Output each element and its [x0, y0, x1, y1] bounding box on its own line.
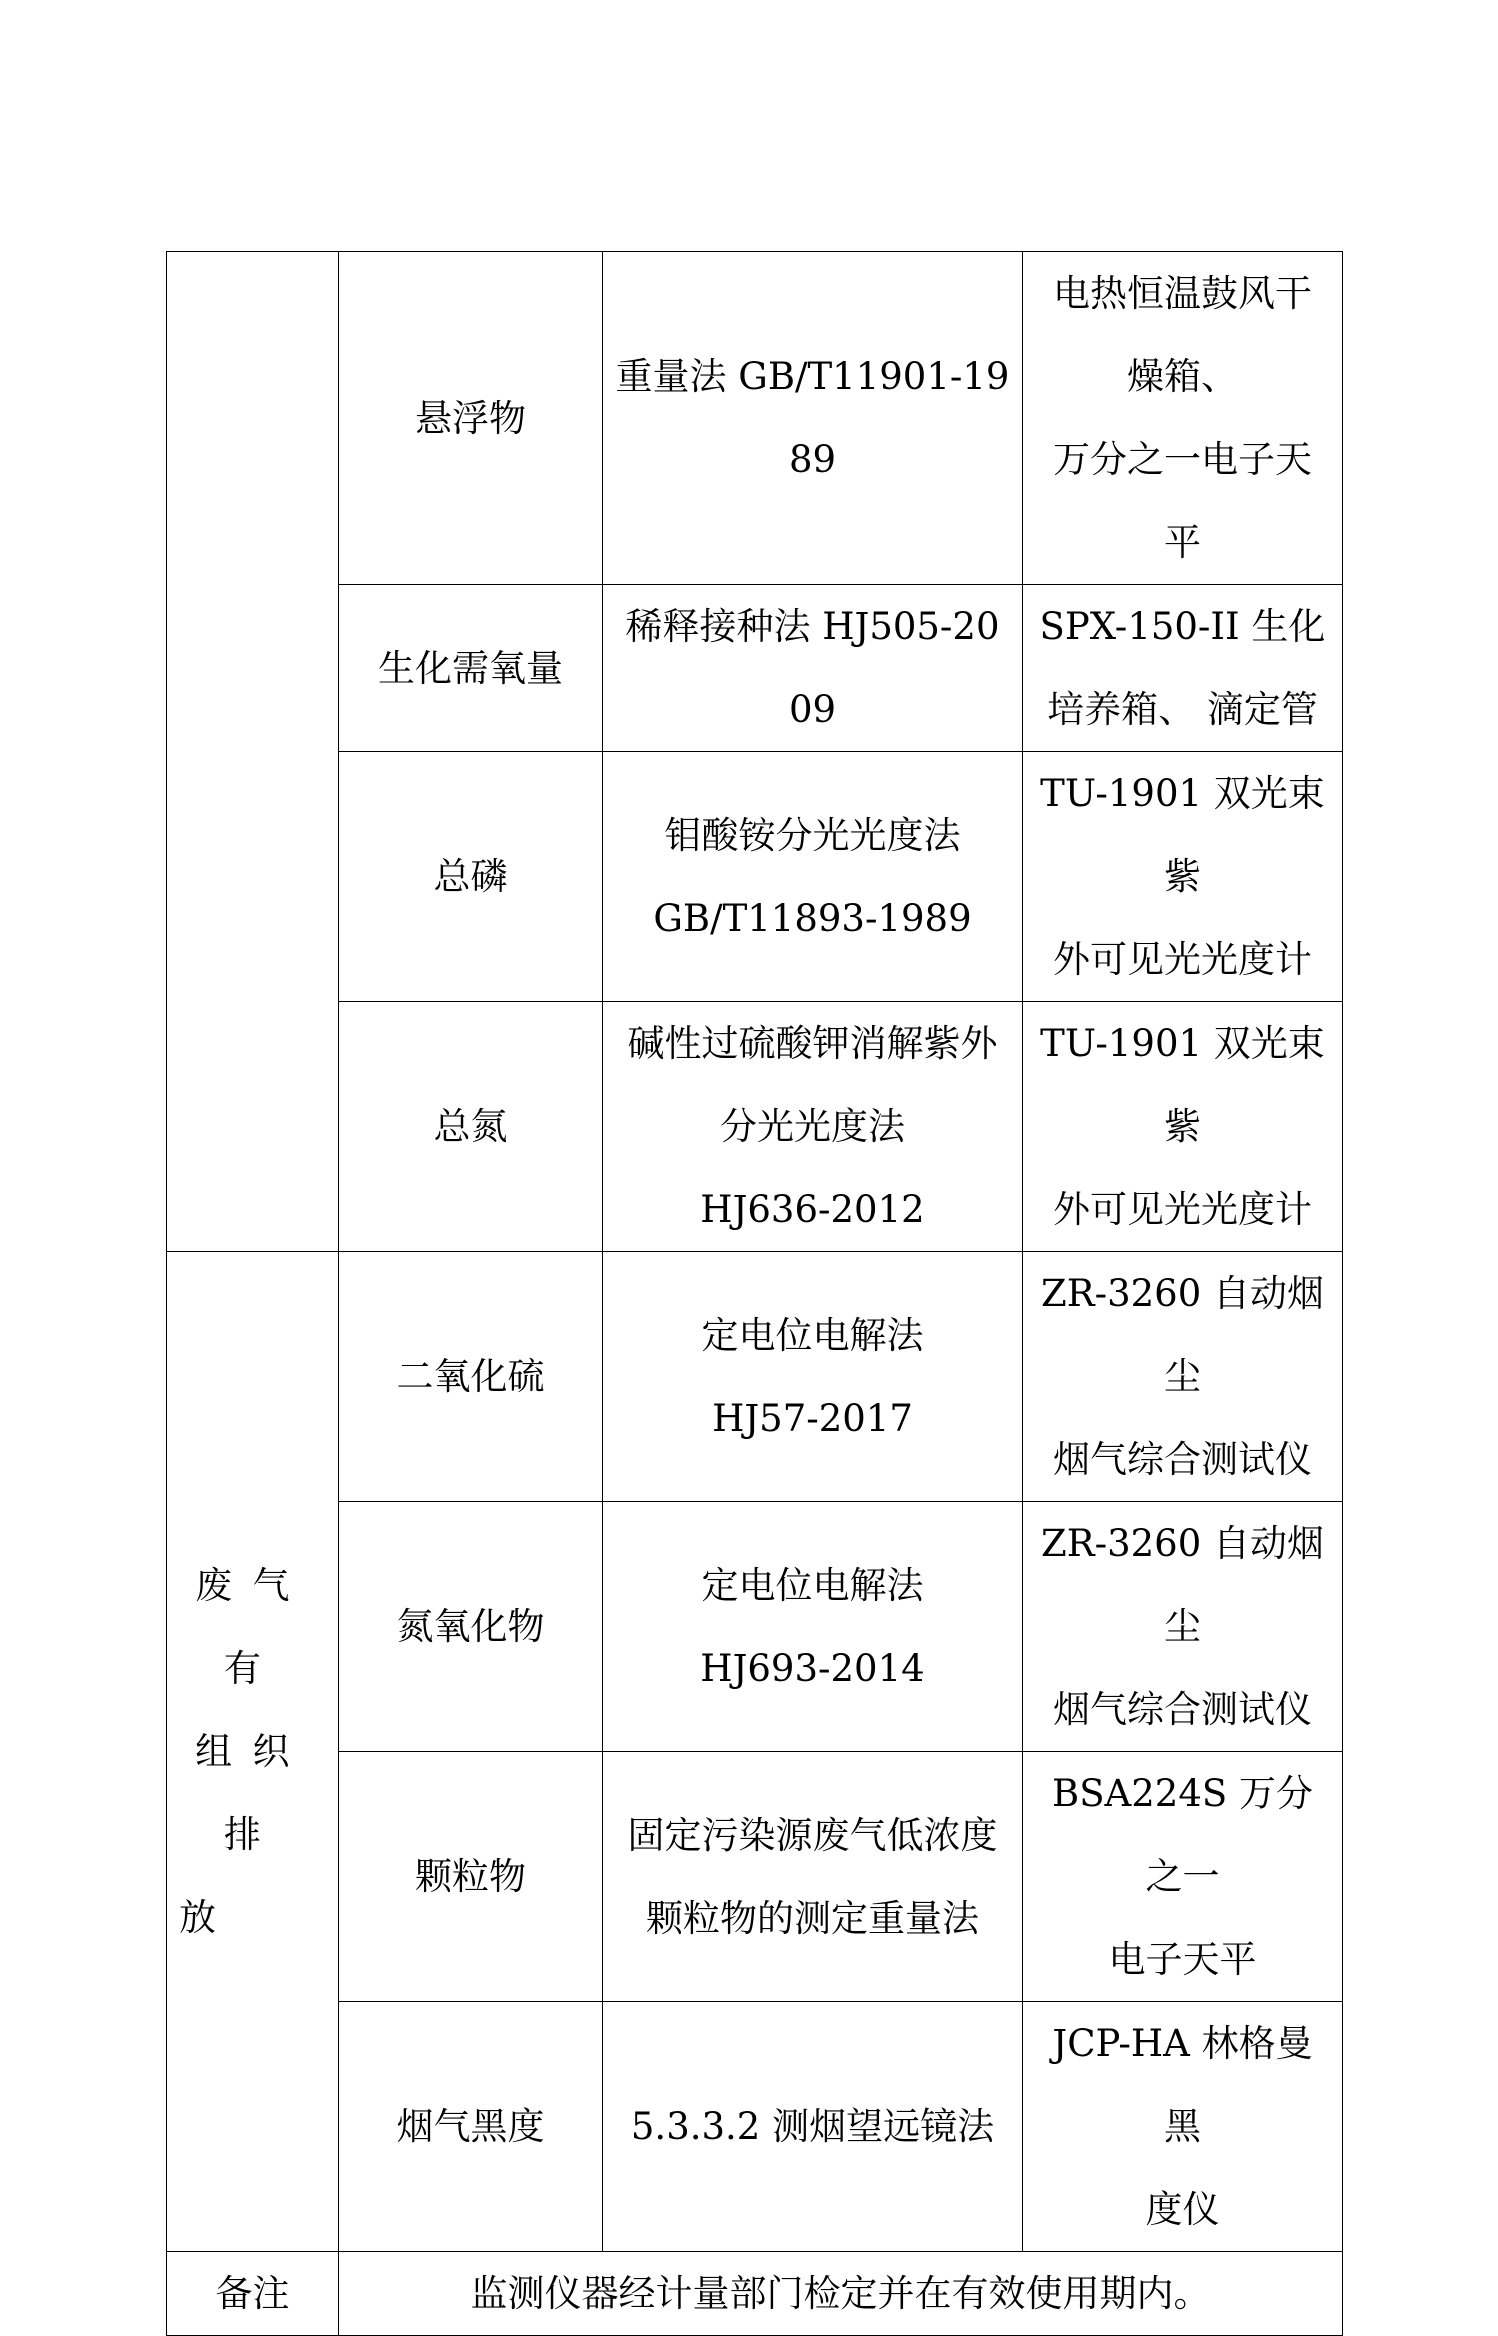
item-cell: 总氮 [339, 1002, 603, 1252]
instrument-line: 电子天平 [1108, 1938, 1257, 1981]
table-row [167, 2002, 1343, 2252]
table-row [167, 585, 1343, 752]
table-row [167, 1252, 1343, 1502]
method-cell [603, 1752, 1023, 2002]
method-line: 定电位电解法 [701, 1563, 924, 1607]
instrument-cell [1023, 585, 1343, 752]
item-cell: 氮氧化物 [339, 1502, 603, 1752]
note-label: 备注 [167, 2252, 339, 2336]
instrument-cell [1023, 1252, 1343, 1502]
category-cell-water [167, 252, 339, 1252]
category-cell-exhaust [167, 1252, 339, 2252]
method-line: 钼酸铵分光光度法 [664, 813, 961, 857]
item-cell: 悬浮物 [339, 252, 603, 585]
method-line: 重量法 GB/T11901-1989 [615, 355, 1010, 481]
table-row [167, 1752, 1343, 2002]
method-line: 5.3.3.2 测烟望远镜法 [630, 2105, 995, 2148]
instrument-line: 电热恒温鼓风干 [1053, 272, 1312, 315]
category-line: 放 [179, 1896, 237, 1939]
method-line: HJ693-2014 [700, 1646, 925, 1690]
instrument-line: 万分之一电子天 [1053, 438, 1312, 481]
method-cell [603, 1502, 1023, 1752]
table-row [167, 1502, 1343, 1752]
method-line: GB/T11893-1989 [653, 896, 972, 940]
instrument-cell [1023, 2002, 1343, 2252]
table-row [167, 252, 1343, 585]
category-line: 废气有 [195, 1564, 310, 1690]
instrument-line: TU-1901 双光束紫 [1040, 1022, 1325, 1148]
instrument-line: BSA224S 万分之一 [1052, 1772, 1313, 1898]
method-cell [603, 1002, 1023, 1252]
instrument-line: 度仪 [1145, 2188, 1220, 2231]
method-cell [603, 1252, 1023, 1502]
instrument-line: 外可见光光度计 [1053, 1188, 1312, 1231]
instrument-line: ZR-3260 自动烟尘 [1041, 1522, 1324, 1648]
instrument-cell [1023, 752, 1343, 1002]
note-text: 监测仪器经计量部门检定并在有效使用期内。 [339, 2252, 1343, 2336]
instrument-line: SPX-150-II 生化 [1039, 605, 1326, 648]
instrument-line: TU-1901 双光束紫 [1040, 772, 1325, 898]
table-row [167, 752, 1343, 1002]
monitoring-table [166, 251, 1343, 2336]
method-line: HJ636-2012 [700, 1188, 925, 1231]
method-cell [603, 585, 1023, 752]
method-line: 颗粒物的测定重量法 [646, 1896, 979, 1940]
instrument-line: 平 [1164, 521, 1201, 564]
method-line: 碱性过硫酸钾消解紫外 [627, 1022, 998, 1065]
instrument-line: 烟气综合测试仪 [1053, 1438, 1312, 1481]
method-line: 固定污染源废气低浓度 [627, 1813, 998, 1857]
method-cell [603, 752, 1023, 1002]
item-cell: 颗粒物 [339, 1752, 603, 2002]
instrument-line: ZR-3260 自动烟尘 [1041, 1272, 1324, 1398]
category-line: 组织排 [195, 1730, 310, 1856]
item-cell: 二氧化硫 [339, 1252, 603, 1502]
method-line: 稀释接种法 HJ505-2009 [625, 605, 1000, 731]
instrument-cell [1023, 1002, 1343, 1252]
method-cell [603, 252, 1023, 585]
instrument-line: 外可见光光度计 [1053, 938, 1312, 981]
item-cell: 总磷 [339, 752, 603, 1002]
item-cell: 生化需氧量 [339, 585, 603, 752]
instrument-line: 燥箱、 [1127, 355, 1238, 398]
instrument-line: 烟气综合测试仪 [1053, 1688, 1312, 1731]
instrument-cell [1023, 1502, 1343, 1752]
method-line: 定电位电解法 [701, 1313, 924, 1357]
note-row [167, 2252, 1343, 2336]
method-cell [603, 2002, 1023, 2252]
table-row [167, 1002, 1343, 1252]
item-cell: 烟气黑度 [339, 2002, 603, 2252]
instrument-cell [1023, 1752, 1343, 2002]
instrument-line: JCP-HA 林格曼黑 [1052, 2022, 1313, 2148]
method-line: 分光光度法 [720, 1105, 905, 1148]
instrument-cell [1023, 252, 1343, 585]
method-line: HJ57-2017 [712, 1396, 913, 1440]
instrument-line: 培养箱、 滴定管 [1047, 688, 1318, 731]
